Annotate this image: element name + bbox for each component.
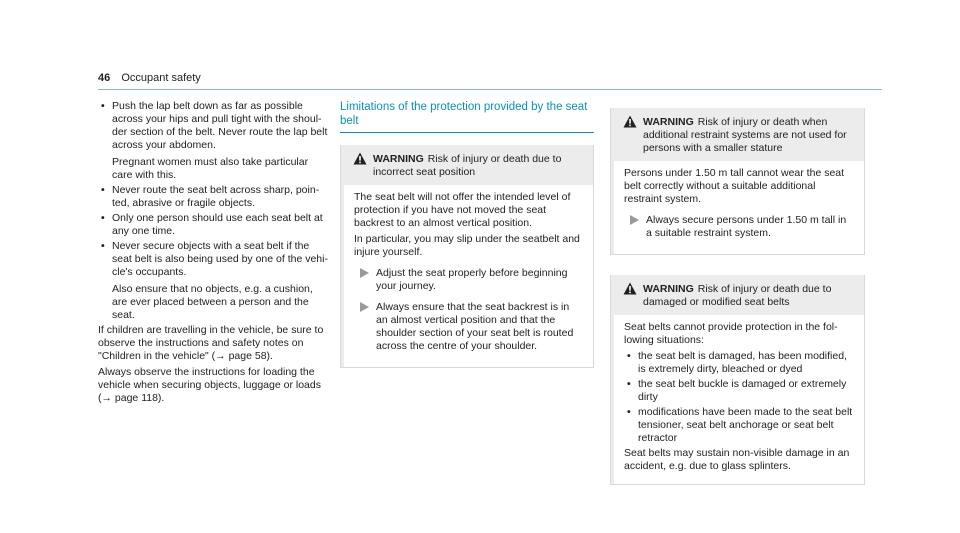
warning-body: The seat belt will not offer the intended level of protection if you have not moved the seat backrest to an almost vertical position. In particular, you may slip under the seatbelt and injure yourself. Adjust the seat properly before beginning your journey. Always ensure that the seat backrest is in an almost vertical position and that the shoulder section of your seat belt is routed across the centre of your shoulder. bbox=[341, 185, 593, 367]
header-divider bbox=[98, 89, 882, 90]
warning-triangle-icon bbox=[623, 115, 637, 128]
warning-title: Risk of injury or death when additional restraint systems are not used for persons with a smaller stature bbox=[643, 116, 847, 154]
safety-bullet-list bbox=[98, 100, 328, 322]
list-item-note: Also ensure that no objects, e.g. a cushion, are ever placed between a person and the seat. bbox=[112, 283, 313, 321]
warning-title: Risk of injury or death due to damaged or modified seat belts bbox=[643, 283, 832, 308]
list-item: • Push the lap belt down as far as possible across your hips and pull tight with the shoulder section of the belt. Never route the lap belt across your abdomen. Pregnant women must also take particular care with this. bbox=[98, 100, 328, 182]
warning-triangle-icon bbox=[353, 152, 367, 165]
warning-header bbox=[611, 108, 864, 161]
list-item: • the seat belt is damaged, has been modified, is extremely dirty, bleached or dyed bbox=[624, 350, 854, 376]
section-title: Limitations of the protection provided by the seat belt bbox=[340, 100, 594, 133]
arrow-right-icon bbox=[360, 302, 369, 312]
list-item: • Never route the seat belt across sharp, pointed, abrasive or fragile objects. bbox=[98, 184, 328, 210]
arrow-right-icon bbox=[630, 215, 639, 225]
warning-label: WARNING bbox=[643, 283, 694, 295]
list-item: • the seat belt buckle is damaged or extremely dirty bbox=[624, 378, 854, 404]
instruction-step: Adjust the seat properly before beginning your journey. bbox=[354, 267, 583, 293]
damage-bullet-list bbox=[624, 350, 854, 445]
page-header bbox=[98, 72, 201, 84]
instruction-step: Always secure persons under 1.50 m tall in a suitable restraint system. bbox=[624, 214, 854, 240]
warning-title: Risk of injury or death due to incorrect seat position bbox=[373, 153, 562, 178]
list-item: • modifications have been made to the seat belt tensioner, seat belt anchorage or seat belt retractor bbox=[624, 406, 854, 445]
arrow-right-icon bbox=[360, 268, 369, 278]
warning-label: WARNING bbox=[373, 153, 424, 165]
warning-body: Seat belts cannot provide protection in the following situations: • the seat belt is damaged, has been modified, is extremely dirty, bleached or dyed • the seat belt buckle is damaged or extremely dirty • modifications have been made to the seat belt tensioner, seat belt anchorage or seat belt retractor Seat belts may sustain non-visible damage in an accident, e.g. due to glass splinters. bbox=[611, 315, 864, 484]
children-note: If children are travelling in the vehicle, be sure to observe the instructions and safety notes on "Children in the vehicle" (→ page 58). bbox=[98, 324, 324, 362]
warning-label: WARNING bbox=[643, 116, 694, 128]
warning-box bbox=[610, 275, 865, 485]
column-right bbox=[610, 100, 865, 505]
list-item: • Only one person should use each seat belt at any one time. bbox=[98, 212, 328, 238]
list-item: • Never secure objects with a seat belt if the seat belt is also being used by one of the vehicle's occupants. Also ensure that no objects, e.g. a cushion, are ever placed between a person and the seat. bbox=[98, 240, 328, 322]
warning-box bbox=[610, 108, 865, 255]
page-number: 46 bbox=[98, 72, 111, 84]
column-left bbox=[98, 100, 328, 408]
warning-body: Persons under 1.50 m tall cannot wear the seat belt correctly without a suitable additional restraint system. Always secure persons under 1.50 m tall in a suitable restraint system. bbox=[611, 161, 864, 254]
column-middle bbox=[340, 100, 594, 388]
warning-header bbox=[341, 145, 593, 185]
instruction-step: Always ensure that the seat backrest is in an almost vertical position and that the shoulder section of your seat belt is routed across the centre of your shoulder. bbox=[354, 301, 583, 353]
warning-header bbox=[611, 275, 864, 315]
loading-note: Always observe the instructions for loading the vehicle when securing objects, luggage or loads (→ page 118). bbox=[98, 366, 321, 404]
warning-triangle-icon bbox=[623, 282, 637, 295]
chapter-title: Occupant safety bbox=[121, 72, 201, 84]
warning-box bbox=[340, 145, 594, 368]
list-item-note: Pregnant women must also take particular care with this. bbox=[112, 156, 309, 181]
